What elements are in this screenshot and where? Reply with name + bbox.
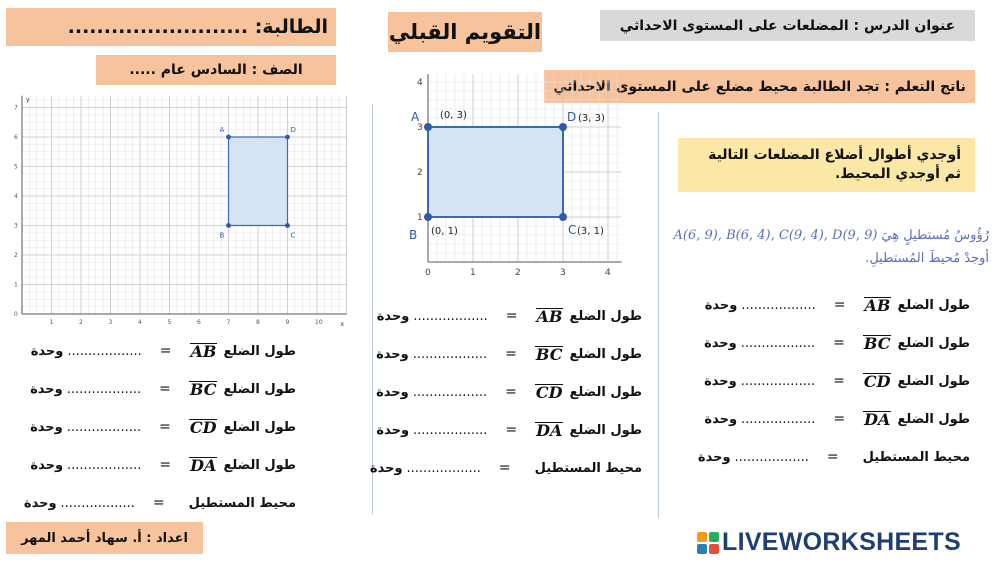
middle-coordinate-grid (398, 78, 638, 278)
prepared-by-label: اعداد : أ. سهاد أحمد المهر (6, 522, 203, 554)
answer-blank[interactable]: .................. (412, 384, 488, 400)
equals-sign: = (833, 411, 846, 427)
y-tick-label: 0 (14, 311, 18, 318)
perimeter-row (370, 460, 642, 476)
unit-label: وحدة (376, 308, 410, 324)
side-label: طول الضلع (569, 308, 642, 324)
x-tick-label: 4 (138, 319, 142, 326)
equals-sign: = (159, 343, 172, 359)
unit-label: وحدة (704, 297, 738, 313)
segment-name: CD (535, 383, 563, 402)
x-axis-letter: x (340, 321, 345, 328)
segment-name: AB (190, 342, 217, 361)
answer-blank[interactable]: .................. (67, 343, 142, 359)
vertex-point-b (226, 223, 231, 228)
x-tick-label: 3 (560, 268, 566, 278)
lesson-title: عنوان الدرس : المضلعات على المستوى الاحداثي (600, 10, 975, 41)
y-tick-label: 4 (14, 193, 18, 200)
segment-name: BC (189, 380, 217, 399)
answer-blank[interactable]: .................. (66, 419, 142, 435)
problem-text: رُؤُوسُ مُستطيلٍ هِيَ (881, 228, 989, 243)
vertex-point-a (226, 135, 231, 140)
x-tick-label: 0 (425, 268, 431, 278)
brand-name: LIVEWORKSHEETS (722, 528, 961, 556)
perimeter-row (24, 495, 296, 511)
unit-label: وحدة (697, 449, 731, 465)
y-tick-label: 6 (14, 134, 18, 141)
perimeter-label: محيط المستطيل (534, 460, 642, 476)
vertex-label-c: C (290, 231, 296, 240)
segment-name: DA (536, 421, 563, 440)
perimeter-label: محيط المستطيل (188, 495, 296, 511)
equals-sign: = (505, 308, 518, 324)
side-row-bc (30, 381, 296, 397)
x-tick-label: 9 (285, 319, 290, 326)
answer-blank[interactable]: .................. (734, 449, 809, 465)
side-label: طول الضلع (223, 419, 296, 435)
y-tick-label: 3 (14, 222, 18, 230)
vertex-label-b: B (219, 231, 225, 240)
y-tick-label: 2 (14, 252, 18, 259)
side-label: طول الضلع (897, 373, 970, 389)
vertex-label-c: C (568, 223, 577, 237)
x-tick-label: 8 (256, 319, 260, 326)
equals-sign: = (826, 449, 839, 465)
side-row-ab (31, 343, 296, 359)
side-label: طول الضلع (897, 335, 970, 351)
side-row-bc (704, 335, 970, 351)
answer-blank[interactable]: .................. (740, 335, 816, 351)
x-tick-label: 4 (605, 268, 611, 278)
side-row-ab (377, 308, 642, 324)
unit-label: وحدة (376, 422, 410, 438)
side-row-cd (704, 373, 970, 389)
y-tick-label: 5 (14, 163, 18, 171)
liveworksheets-logo-icon (697, 532, 719, 554)
vertex-coord-b: (0, 1) (431, 226, 458, 237)
side-row-da (376, 422, 642, 438)
side-row-cd (30, 419, 296, 435)
side-label: طول الضلع (223, 381, 296, 397)
unit-label: وحدة (30, 457, 64, 473)
unit-label: وحدة (30, 343, 64, 359)
student-name-label: الطالبة: ......................... (6, 8, 336, 46)
side-label: طول الضلع (569, 346, 642, 362)
unit-label: وحدة (704, 335, 737, 351)
vertex-label-b: B (409, 228, 418, 242)
answer-blank[interactable]: .................. (740, 373, 816, 389)
vertex-point-d (285, 135, 290, 140)
equals-sign: = (159, 457, 172, 473)
vertex-point-b (424, 213, 432, 221)
y-tick-label: 1 (417, 213, 423, 223)
vertex-coord-d: (3, 3) (578, 113, 605, 124)
answer-blank[interactable]: .................. (66, 381, 142, 397)
answer-blank[interactable]: .................. (741, 411, 816, 427)
equals-sign: = (498, 460, 511, 476)
rectangle-shape (428, 127, 563, 217)
y-tick-label: 1 (14, 281, 18, 289)
answer-blank[interactable]: .................. (60, 495, 135, 511)
segment-name: BC (863, 334, 891, 353)
side-label: طول الضلع (223, 457, 296, 473)
liveworksheets-brand[interactable] (697, 528, 961, 557)
side-row-cd (376, 384, 642, 400)
unit-label: وحدة (376, 384, 409, 400)
segment-name: AB (864, 296, 891, 315)
answer-blank[interactable]: .................. (413, 308, 488, 324)
problem-vertices: A(6, 9), B(6, 4), C(9, 4), D(9, 9) (673, 228, 878, 243)
vertex-point-c (285, 223, 290, 228)
equals-sign: = (159, 419, 171, 435)
rectangle-shape (229, 137, 288, 226)
vertex-label-a: A (411, 110, 420, 124)
left-coordinate-grid (8, 96, 358, 328)
vertex-point-c (559, 213, 567, 221)
equals-sign: = (505, 384, 517, 400)
vertex-coord-c: (3, 1) (577, 226, 604, 237)
equals-sign: = (833, 335, 845, 351)
vertex-label-a: A (219, 126, 225, 134)
vertex-point-d (559, 123, 567, 131)
segment-name: DA (190, 456, 217, 475)
side-label: طول الضلع (897, 297, 970, 313)
side-row-bc (376, 346, 642, 362)
answer-blank[interactable]: .................. (741, 297, 816, 313)
side-row-da (30, 457, 296, 473)
unit-label: وحدة (369, 460, 403, 476)
side-row-da (704, 411, 970, 427)
x-tick-label: 3 (108, 319, 113, 326)
side-label: طول الضلع (569, 384, 642, 400)
x-tick-label: 5 (167, 319, 172, 326)
segment-name: CD (189, 418, 217, 437)
vertex-label-d: D (567, 110, 577, 124)
unit-label: وحدة (23, 495, 57, 511)
y-tick-label: 3 (417, 123, 423, 133)
equals-sign: = (833, 297, 846, 313)
perimeter-label: محيط المستطيل (862, 449, 970, 465)
pre-assessment-title: التقويم القبلي (388, 12, 542, 52)
answer-blank[interactable]: .................. (406, 460, 481, 476)
answer-blank[interactable]: .................. (413, 422, 488, 438)
problem-question: أوجدْ مُحيطَ المُستطيلِ. (865, 251, 989, 266)
side-label: طول الضلع (569, 422, 642, 438)
x-tick-label: 7 (226, 319, 231, 326)
y-tick-label: 4 (417, 78, 423, 88)
vertex-point-a (424, 123, 432, 131)
x-tick-label: 1 (470, 268, 476, 278)
equals-sign: = (505, 422, 518, 438)
unit-label: وحدة (30, 419, 63, 435)
perimeter-row (698, 449, 970, 465)
x-tick-label: 2 (515, 268, 521, 278)
equals-sign: = (833, 373, 845, 389)
unit-label: وحدة (704, 373, 737, 389)
x-tick-label: 10 (315, 319, 323, 326)
instruction-box: أوجدي أطوال أضلاع المضلعات التالية ثم أوجدي المحيط. (678, 138, 975, 192)
equals-sign: = (505, 346, 517, 362)
unit-label: وحدة (30, 381, 63, 397)
unit-label: وحدة (376, 346, 409, 362)
segment-name: BC (535, 345, 563, 364)
learning-outcome: ناتج التعلم : تجد الطالبة محيط مضلع على المستوى الاحداثي (544, 70, 975, 103)
segment-name: AB (536, 307, 563, 326)
vertex-coord-a: (0, 3) (440, 110, 467, 121)
x-tick-label: 2 (79, 319, 83, 326)
answer-blank[interactable]: .................. (67, 457, 142, 473)
divider-left (372, 104, 373, 514)
vertex-label-d: D (290, 126, 296, 134)
x-tick-label: 6 (197, 319, 201, 326)
grade-label: الصف : السادس عام ..... (96, 55, 336, 85)
answer-blank[interactable]: .................. (412, 346, 488, 362)
y-tick-label: 7 (14, 104, 18, 112)
divider-right (658, 112, 659, 518)
segment-name: DA (864, 410, 891, 429)
equals-sign: = (152, 495, 165, 511)
unit-label: وحدة (704, 411, 738, 427)
side-row-ab (705, 297, 970, 313)
y-axis-letter: y (26, 96, 30, 104)
equals-sign: = (159, 381, 171, 397)
y-tick-label: 2 (417, 168, 423, 178)
segment-name: CD (863, 372, 891, 391)
side-label: طول الضلع (223, 343, 296, 359)
side-label: طول الضلع (897, 411, 970, 427)
x-tick-label: 1 (49, 319, 54, 326)
problem-statement (664, 228, 989, 280)
